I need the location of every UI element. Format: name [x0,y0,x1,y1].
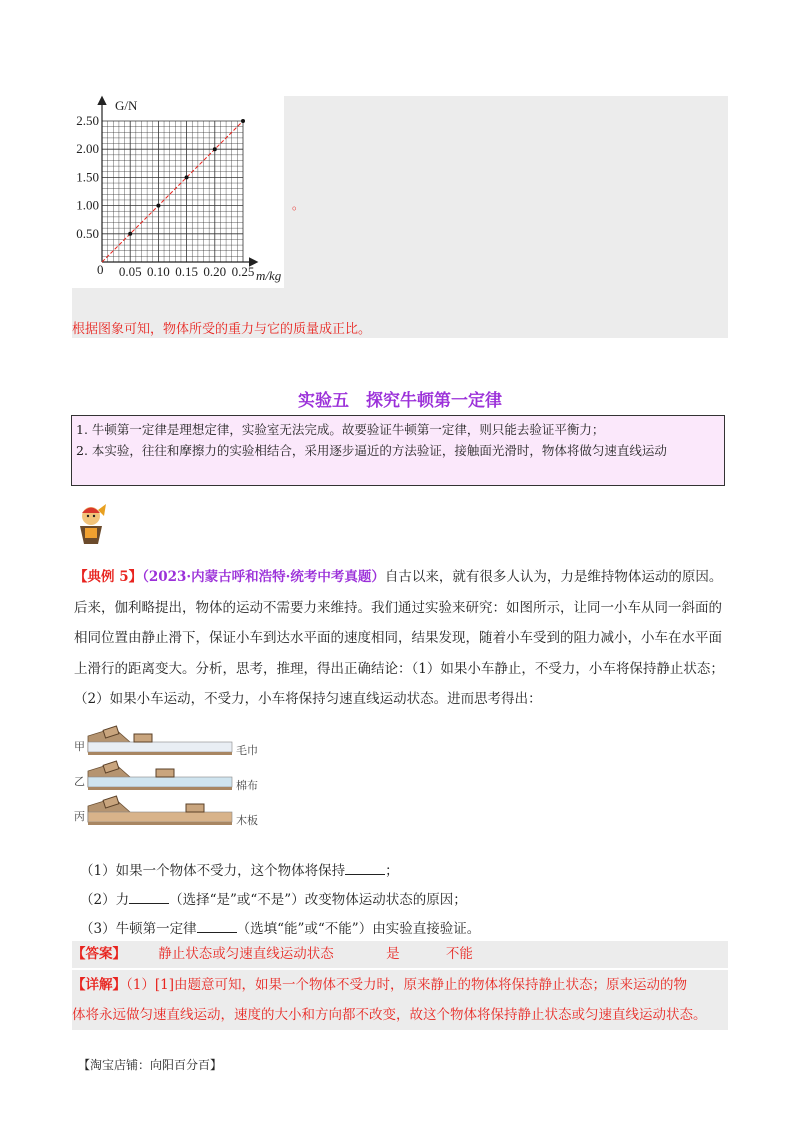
x-tick-label: 0.15 [175,264,198,279]
question-3 [80,917,480,937]
q3-suffix: （选填“能”或“不能”）由实验直接验证。 [236,921,481,937]
stopped-cart [186,804,204,812]
detail-line-1 [72,970,728,1000]
data-point [241,119,245,123]
incline-row [88,726,232,755]
detail-tag: 【详解】 [72,977,126,993]
example-tag: 【典例 5】 [74,569,143,585]
section-title: 实验五 探究牛顿第一定律 [298,391,502,411]
x-axis-label: m/kg [256,268,282,283]
row-label-3: 丙 [74,810,85,823]
q3-blank [197,920,237,933]
surface-strip [88,777,232,787]
table-base [88,787,232,790]
question-2 [80,888,467,908]
detail-line-2: 体将永远做匀速直线运动，速度的大小和方向都不改变，故这个物体将保持静止状态或匀速直线运动状态。 [72,1007,707,1023]
conclusion-text: 根据图象可知，物体所受的重力与它的质量成正比。 [72,322,372,337]
answer-3: 不能 [445,946,473,962]
x-tick-label: 0.10 [147,264,170,279]
y-tick-label: 2.00 [76,141,99,157]
detail-text-1: （1）[1]由题意可知，如果一个物体不受力时，原来静止的物体将保持静止状态；原来运动的物 [126,977,687,993]
example-text: 自古以来，就有很多人认为，力是维持物体运动的原因。后来，伽利略提出，物体的运动不需要力来维持。我们通过实验来研究：如图所示，让同一小车从同一斜面的相同位置由静止滑下，保证小车到达水平面的速度相同，结果发现，随着小车受到的阻力减小，小车在水平面上滑行的距离变大。分析，思考，推理，得出正确结论：（1）如果小车静止，不受力，小车将保持静止状态；（2）如果小车运动，不受力，小车将保持匀速直线运动状态。进而思考得出： [74,569,724,707]
incline-row [88,796,232,825]
knowledge-line-1: 1. 牛顿第一定律是理想定律，实验室无法完成。故要验证牛顿第一定律，则只能去验证平衡力； [76,422,605,437]
mascot-icon [74,502,108,546]
surface-strip [88,742,232,752]
answer-1: 静止状态或匀速直线运动状态 [158,946,334,962]
q1-prefix: （1）如果一个物体不受力，这个物体将保持 [80,863,346,879]
surface-label-1: 毛巾 [236,744,258,757]
y-tick-label: 1.00 [76,197,99,213]
x-tick-label: 0.20 [203,264,227,279]
mass-weight-graph [72,92,287,292]
y-tick-label: 2.50 [76,113,99,128]
y-axis-label: G/N [115,98,138,113]
knowledge-box [71,415,725,486]
q2-prefix: （2）力 [80,892,130,908]
origin-label: 0 [97,262,104,277]
surface-label-2: 棉布 [236,779,258,792]
y-tick-label: 0.50 [76,225,99,241]
detail-block [72,970,728,1030]
footer-shop: 【淘宝店铺：向阳百分百】 [78,1058,223,1072]
q2-blank [129,891,169,904]
answer-row [72,941,728,968]
x-tick-label: 0.05 [118,264,142,279]
stopped-cart [134,734,152,742]
q3-prefix: （3）牛顿第一定律 [80,921,197,937]
surface-label-3: 木板 [236,814,258,827]
answer-2: 是 [386,946,400,962]
graph-dot-mark: 。 [292,198,305,212]
q2-suffix: （选择“是”或“不是”）改变物体运动状态的原因； [169,892,467,908]
data-point [213,147,217,151]
knowledge-line-2: 2. 本实验，往往和摩擦力的实验相结合，采用逐步逼近的方法验证，接触面光滑时，物体将做匀速直线运动 [76,443,667,458]
example-paragraph [74,562,734,715]
q1-blank [345,862,385,875]
incline-row [88,761,232,790]
answer-tag: 【答案】 [72,946,126,962]
row-label-1: 甲 [74,740,85,753]
table-base [88,752,232,755]
example-source: （2023·内蒙古呼和浩特·统考中考真题） [142,569,385,585]
table-base [88,822,232,825]
data-point [185,175,189,179]
q1-suffix: ； [385,863,399,879]
surface-strip [88,812,232,822]
data-point [156,204,160,208]
incline-figure [74,724,304,832]
fit-line [102,121,243,262]
y-tick-label: 1.50 [76,169,99,185]
row-label-2: 乙 [74,775,85,788]
data-point [128,232,132,236]
stopped-cart [156,769,174,777]
x-tick-label: 0.25 [231,264,255,279]
question-1 [80,859,399,879]
